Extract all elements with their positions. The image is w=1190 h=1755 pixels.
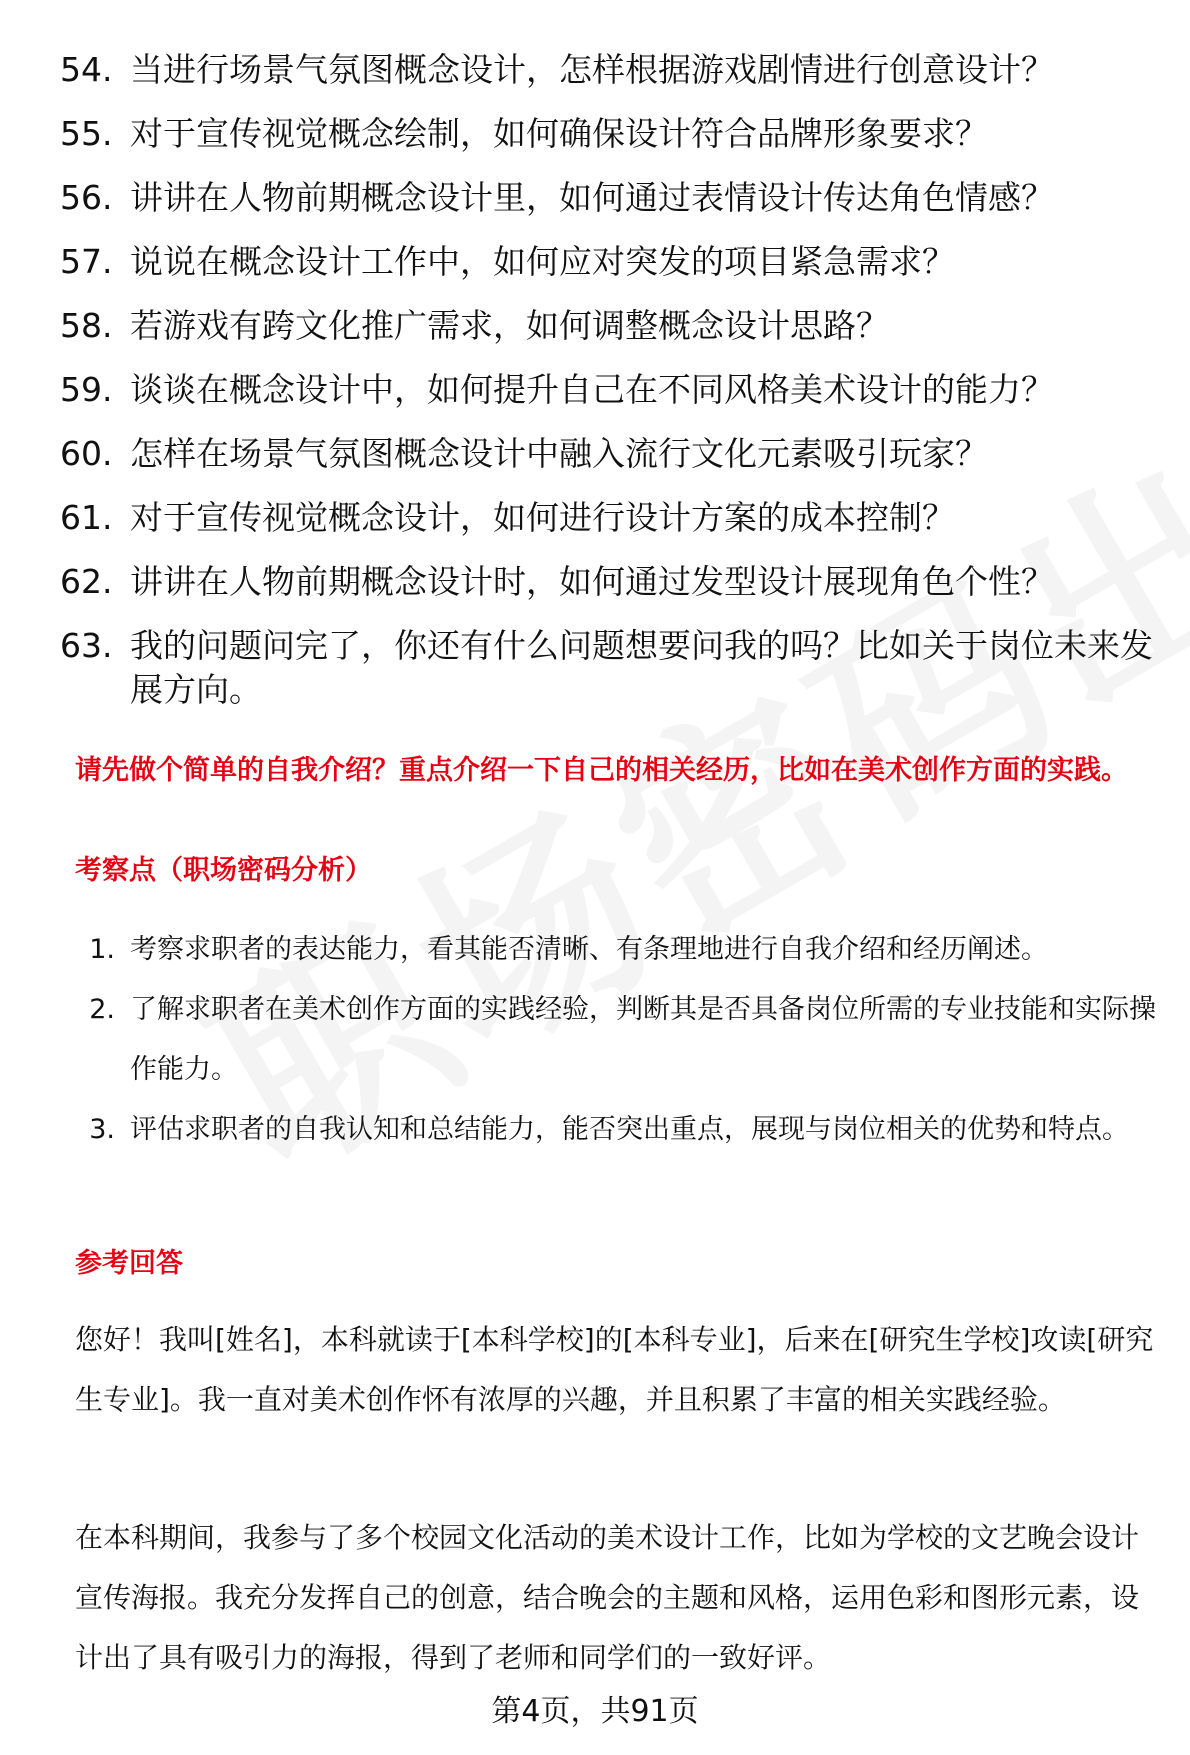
question-text: 若游戏有跨文化推广需求，如何调整概念设计思路？ [130, 306, 889, 345]
question-text: 对于宣传视觉概念绘制，如何确保设计符合品牌形象要求？ [130, 114, 988, 153]
question-text: 谈谈在概念设计中，如何提升自己在不同风格美术设计的能力？ [130, 370, 1054, 409]
question-number: 61. [60, 498, 113, 537]
question-item [60, 112, 1160, 156]
question-text: 说说在概念设计工作中，如何应对突发的项目紧急需求？ [130, 242, 955, 281]
question-number: 63. [60, 626, 113, 665]
analysis-item [75, 920, 1160, 980]
question-item [60, 176, 1160, 220]
question-number: 59. [60, 370, 113, 409]
answer-paragraph: 您好！我叫[姓名]，本科就读于[本科学校]的[本科专业]，后来在[研究生学校]攻读[研究生专业]。我一直对美术创作怀有浓厚的兴趣，并且积累了丰富的相关实践经验。 [75, 1323, 1154, 1416]
analysis-text: 了解求职者在美术创作方面的实践经验，判断其是否具备岗位所需的专业技能和实际操作能力。 [130, 994, 1156, 1085]
question-heading: 请先做个简单的自我介绍？重点介绍一下自己的相关经历，比如在美术创作方面的实践。 [75, 755, 1128, 786]
question-text: 我的问题问完了，你还有什么问题想要问我的吗？比如关于岗位未来发展方向。 [130, 626, 1153, 709]
answer-paragraph: 在本科期间，我参与了多个校园文化活动的美术设计工作，比如为学校的文艺晚会设计宣传海报。我充分发挥自己的创意，结合晚会的主题和风格，运用色彩和图形元素，设计出了具有吸引力的海报，得到了老师和同学们的一致好评。 [75, 1521, 1140, 1674]
question-text: 对于宣传视觉概念设计，如何进行设计方案的成本控制？ [130, 498, 955, 537]
question-number: 57. [60, 242, 113, 281]
question-text: 怎样在场景气氛图概念设计中融入流行文化元素吸引玩家？ [130, 434, 988, 473]
question-number: 54. [60, 50, 113, 89]
question-item [60, 240, 1160, 284]
analysis-text: 考察求职者的表达能力，看其能否清晰、有条理地进行自我介绍和经历阐述。 [130, 934, 1048, 965]
analysis-heading: 考察点（职场密码分析） [75, 855, 372, 886]
question-item [60, 304, 1160, 348]
analysis-number: 2. [89, 994, 115, 1025]
question-text: 当进行场景气氛图概念设计，怎样根据游戏剧情进行创意设计？ [130, 50, 1054, 89]
question-item [60, 48, 1160, 92]
question-number: 62. [60, 562, 113, 601]
question-number: 56. [60, 178, 113, 217]
analysis-list [75, 920, 1160, 1160]
question-text: 讲讲在人物前期概念设计里，如何通过表情设计传达角色情感？ [130, 178, 1054, 217]
question-number: 55. [60, 114, 113, 153]
question-item [60, 560, 1160, 604]
question-item [60, 624, 1160, 712]
question-item [60, 368, 1160, 412]
question-item [60, 432, 1160, 476]
question-number: 58. [60, 306, 113, 345]
question-list [60, 48, 1160, 732]
analysis-item [75, 1100, 1160, 1160]
question-number: 60. [60, 434, 113, 473]
analysis-item [75, 980, 1160, 1100]
question-text: 讲讲在人物前期概念设计时，如何通过发型设计展现角色个性？ [130, 562, 1054, 601]
page-footer: 第4页，共91页 [491, 1694, 699, 1729]
analysis-number: 1. [89, 934, 115, 965]
analysis-number: 3. [89, 1114, 115, 1145]
question-item [60, 496, 1160, 540]
analysis-text: 评估求职者的自我认知和总结能力，能否突出重点，展现与岗位相关的优势和特点。 [130, 1114, 1129, 1145]
answer-heading: 参考回答 [75, 1248, 183, 1279]
